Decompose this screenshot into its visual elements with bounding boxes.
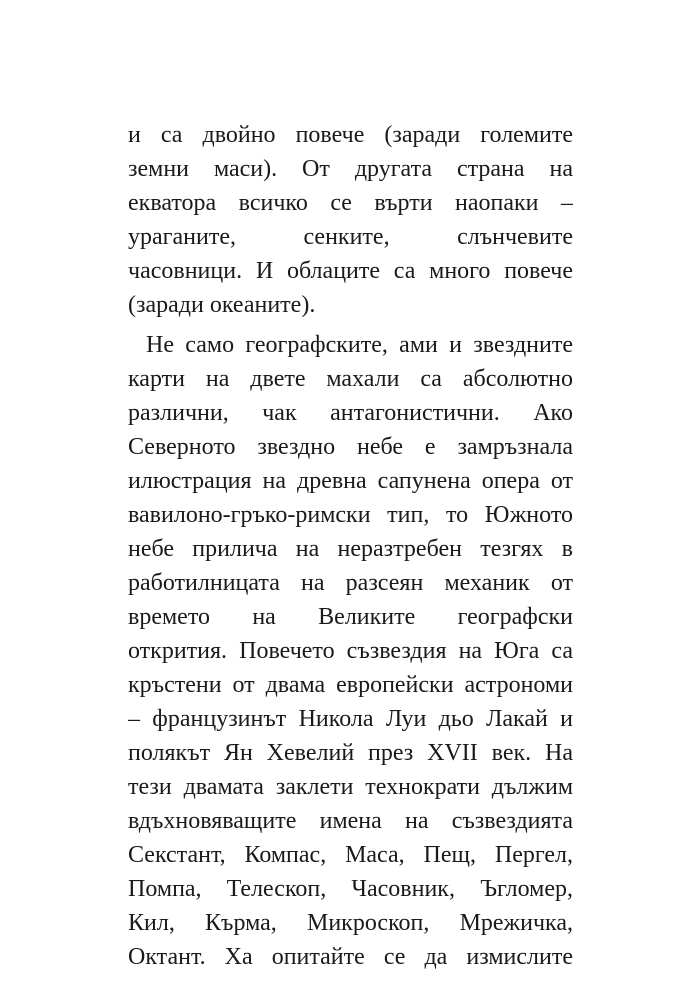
paragraph-1: [128, 118, 573, 322]
text-line: екватора всичко се върти наопаки –: [128, 190, 573, 216]
text-line: и са двойно повече (заради големите: [128, 122, 573, 148]
text-line: Помпа, Телескоп, Часовник, Ъгломер,: [128, 876, 573, 902]
text-line: работилницата на разсеян механик от: [128, 570, 573, 596]
body-text: [128, 118, 573, 974]
text-line: вавилоно-гръко-римски тип, то Южното: [128, 502, 573, 528]
text-line: кръстени от двама европейски астрономи: [128, 672, 573, 698]
text-line: Октант. Ха опитайте се да измислите: [128, 944, 573, 970]
text-line: – французинът Никола Луи дьо Лакай и: [128, 706, 573, 732]
text-line: различни, чак антагонистични. Ако: [128, 400, 573, 426]
text-line: карти на двете махали са абсолютно: [128, 366, 573, 392]
text-line: Секстант, Компас, Маса, Пещ, Пергел,: [128, 842, 573, 868]
text-line: (заради океаните).: [128, 292, 316, 318]
text-line: полякът Ян Хевелий през XVII век. На: [128, 740, 573, 766]
text-line: Не само географските, ами и звездните: [146, 332, 573, 358]
text-line: вдъхновяващите имена на съзвездията: [128, 808, 573, 834]
text-line: Кил, Кърма, Микроскоп, Мрежичка,: [128, 910, 573, 936]
text-line: открития. Повечето съзвездия на Юга са: [128, 638, 573, 664]
text-line: ураганите, сенките, слънчевите: [128, 224, 573, 250]
text-line: тези двамата заклети технократи дължим: [128, 774, 573, 800]
text-line: времето на Великите географски: [128, 604, 573, 630]
text-line: небе прилича на неразтребен тезгях в: [128, 536, 573, 562]
text-line: Северното звездно небе е замръзнала: [128, 434, 573, 460]
paragraph-2: [128, 328, 573, 974]
text-line: илюстрация на древна сапунена опера от: [128, 468, 573, 494]
text-line: земни маси). От другата страна на: [128, 156, 573, 182]
text-line: часовници. И облаците са много повече: [128, 258, 573, 284]
